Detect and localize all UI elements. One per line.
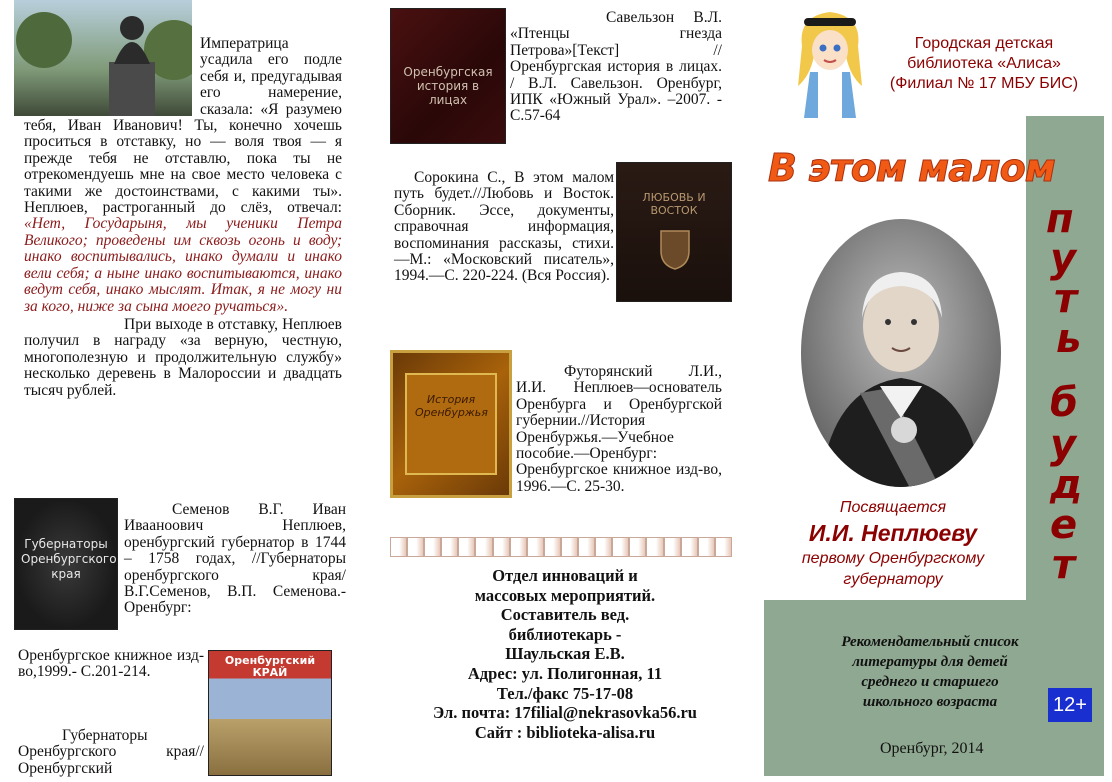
age-rating-badge: 12+ — [1048, 688, 1092, 722]
cover-sorokina-title: ЛЮБОВЬ И ВОСТОК — [642, 191, 706, 217]
neplyuev-portrait — [800, 218, 1002, 488]
cover-futoryansky-frame — [405, 373, 497, 475]
phone: Тел./факс 75-17-08 — [496, 683, 634, 703]
title-line1: В этом малом — [768, 146, 1055, 190]
book-sorokina: Сорокина С., В этом малом путь будет.//Любовь и Восток. Сборник. Эссе, документы, справочная информация, воспоминания рассказы, стихи.—М.: «Московский писатель», 1994.—С. 220-224. (Вся Россия). — [394, 169, 614, 285]
book-futoryansky: Футорянский Л.И., И.И. Неплюев—основатель Оренбурга и Оренбургской губернии.//История Оренбуржья.—Учебное пособие.—Оренбург: Оренбургское книжное изд-во, 1996.—С. 25-30. — [516, 363, 722, 495]
cover-futoryansky-title: История Оренбуржья — [415, 393, 488, 419]
col1-para2: При выходе в отставку, Неплюев получил в награду «за верную, честную, многополезную и продолжительную службу» несколько деревень в Малороссии и двадцать тысяч рублей. — [24, 315, 342, 399]
col1-quote: «Нет, Государыня, мы ученики Петра Великого; проведены им сквозь огонь и воду; инако воспитывались, инако думали и инако вели себя; а ныне инако воспитываются, инако ведут себя, инако мыслят. Итак, я не могу ни за кого, ниже за сына моего ручаться». — [24, 215, 342, 315]
col1-para1: Императрица усадила его подле себя и, предугадывая его намерение, сказала: «Я разумею тебя, Иван Иванович! Ты, конечно хочешь проситься в отставку, но — воля твоя — я прежде тебя не отставлю, пока ты не отрекомендуешь мне на свое место человека с такими же достоинствами, с какими ты». Неплюев, растроганный до слёз, отвечал: — [24, 35, 342, 217]
dedication-line: первому Оренбургскому — [801, 550, 985, 567]
title-vertical-letter: т — [1054, 276, 1078, 322]
dedication-name: И.И. Неплюеву — [808, 520, 978, 546]
dedication-line: губернатору — [843, 571, 943, 588]
cover-krai-title: Оренбургский КРАЙ — [224, 654, 316, 679]
recommendation-list-label — [820, 632, 1040, 712]
info-line: массовых мероприятий. — [474, 585, 656, 605]
title-vertical-letter: т — [1052, 542, 1076, 588]
info-line: Отдел инноваций и — [492, 566, 638, 585]
title-vertical-letter: п — [1046, 196, 1074, 242]
monument-icon — [14, 0, 192, 116]
title-vertical-letter: д — [1050, 462, 1083, 508]
cover-futoryansky — [390, 350, 512, 498]
title-vertical-letter: ь — [1056, 316, 1082, 362]
neplyuev-monument-photo — [14, 0, 192, 116]
column-1-text — [24, 36, 342, 399]
rec-line: Рекомендательный список — [841, 634, 1019, 650]
book-savelzon: Савельзон В.Л. «Птенцы гнезда Петрова»[Текст] //Оренбургская история в лицах. / В.Л. Савельзон. Оренбург, ИПК «Южный Урал». –2007. - С.57-64 — [510, 9, 722, 125]
dedication-line: Посвящается — [839, 499, 947, 516]
cover-orenburg-krai — [208, 650, 332, 776]
library-name-line: Городская детская — [914, 35, 1054, 52]
info-line: Составитель вед. — [500, 605, 630, 625]
city-year: Оренбург, 2014 — [880, 740, 984, 757]
cover-governors-title: Губернаторы Оренбургского края — [21, 537, 117, 581]
email: Эл. почта: 17filial@nekrasovka56.ru — [433, 703, 697, 723]
library-name — [864, 34, 1104, 94]
book-semenov: Семенов В.Г. Иван Ивааноович Неплюев, оренбургский губернатор в 1744 – 1758 годах, //Губернаторы оренбургского края/ В.Г.Семенов, В.П. Семенова.- Оренбург: — [124, 501, 346, 617]
rec-line: школьного возраста — [862, 694, 998, 710]
title-vertical-letter: б — [1050, 380, 1078, 426]
dedication — [768, 498, 1018, 590]
book-semenov-cont: Оренбургское книжное изд-во,1999.- С.201-214. — [18, 647, 204, 681]
title-vertical-letter: у — [1050, 236, 1077, 282]
cover-governors — [14, 498, 118, 630]
coat-of-arms-icon — [657, 227, 693, 271]
address: Адрес: ул. Полигонная, 11 — [467, 663, 663, 683]
library-name-line: (Филиал № 17 МБУ БИС) — [889, 75, 1079, 92]
contact-info — [400, 566, 730, 742]
info-line: библиотекарь - — [508, 624, 622, 644]
book-governors: Губернаторы Оренбургского края//Оренбургский — [18, 727, 204, 777]
cover-savelzon-title: Оренбургская история в лицах — [403, 65, 493, 107]
rec-line: литературы для детей — [852, 654, 1008, 670]
title-vertical-letter: е — [1050, 502, 1078, 548]
alice-icon — [790, 6, 870, 118]
cover-sorokina — [616, 162, 732, 302]
website: Сайт : biblioteka-alisa.ru — [474, 722, 656, 742]
library-name-line: библиотека «Алиса» — [907, 55, 1061, 72]
info-line: Шаульская Е.В. — [505, 644, 625, 664]
decorative-divider — [390, 537, 732, 557]
cover-savelzon — [390, 8, 506, 144]
rec-line: среднего и старшего — [861, 674, 999, 690]
title-vertical-letter: у — [1050, 422, 1077, 468]
